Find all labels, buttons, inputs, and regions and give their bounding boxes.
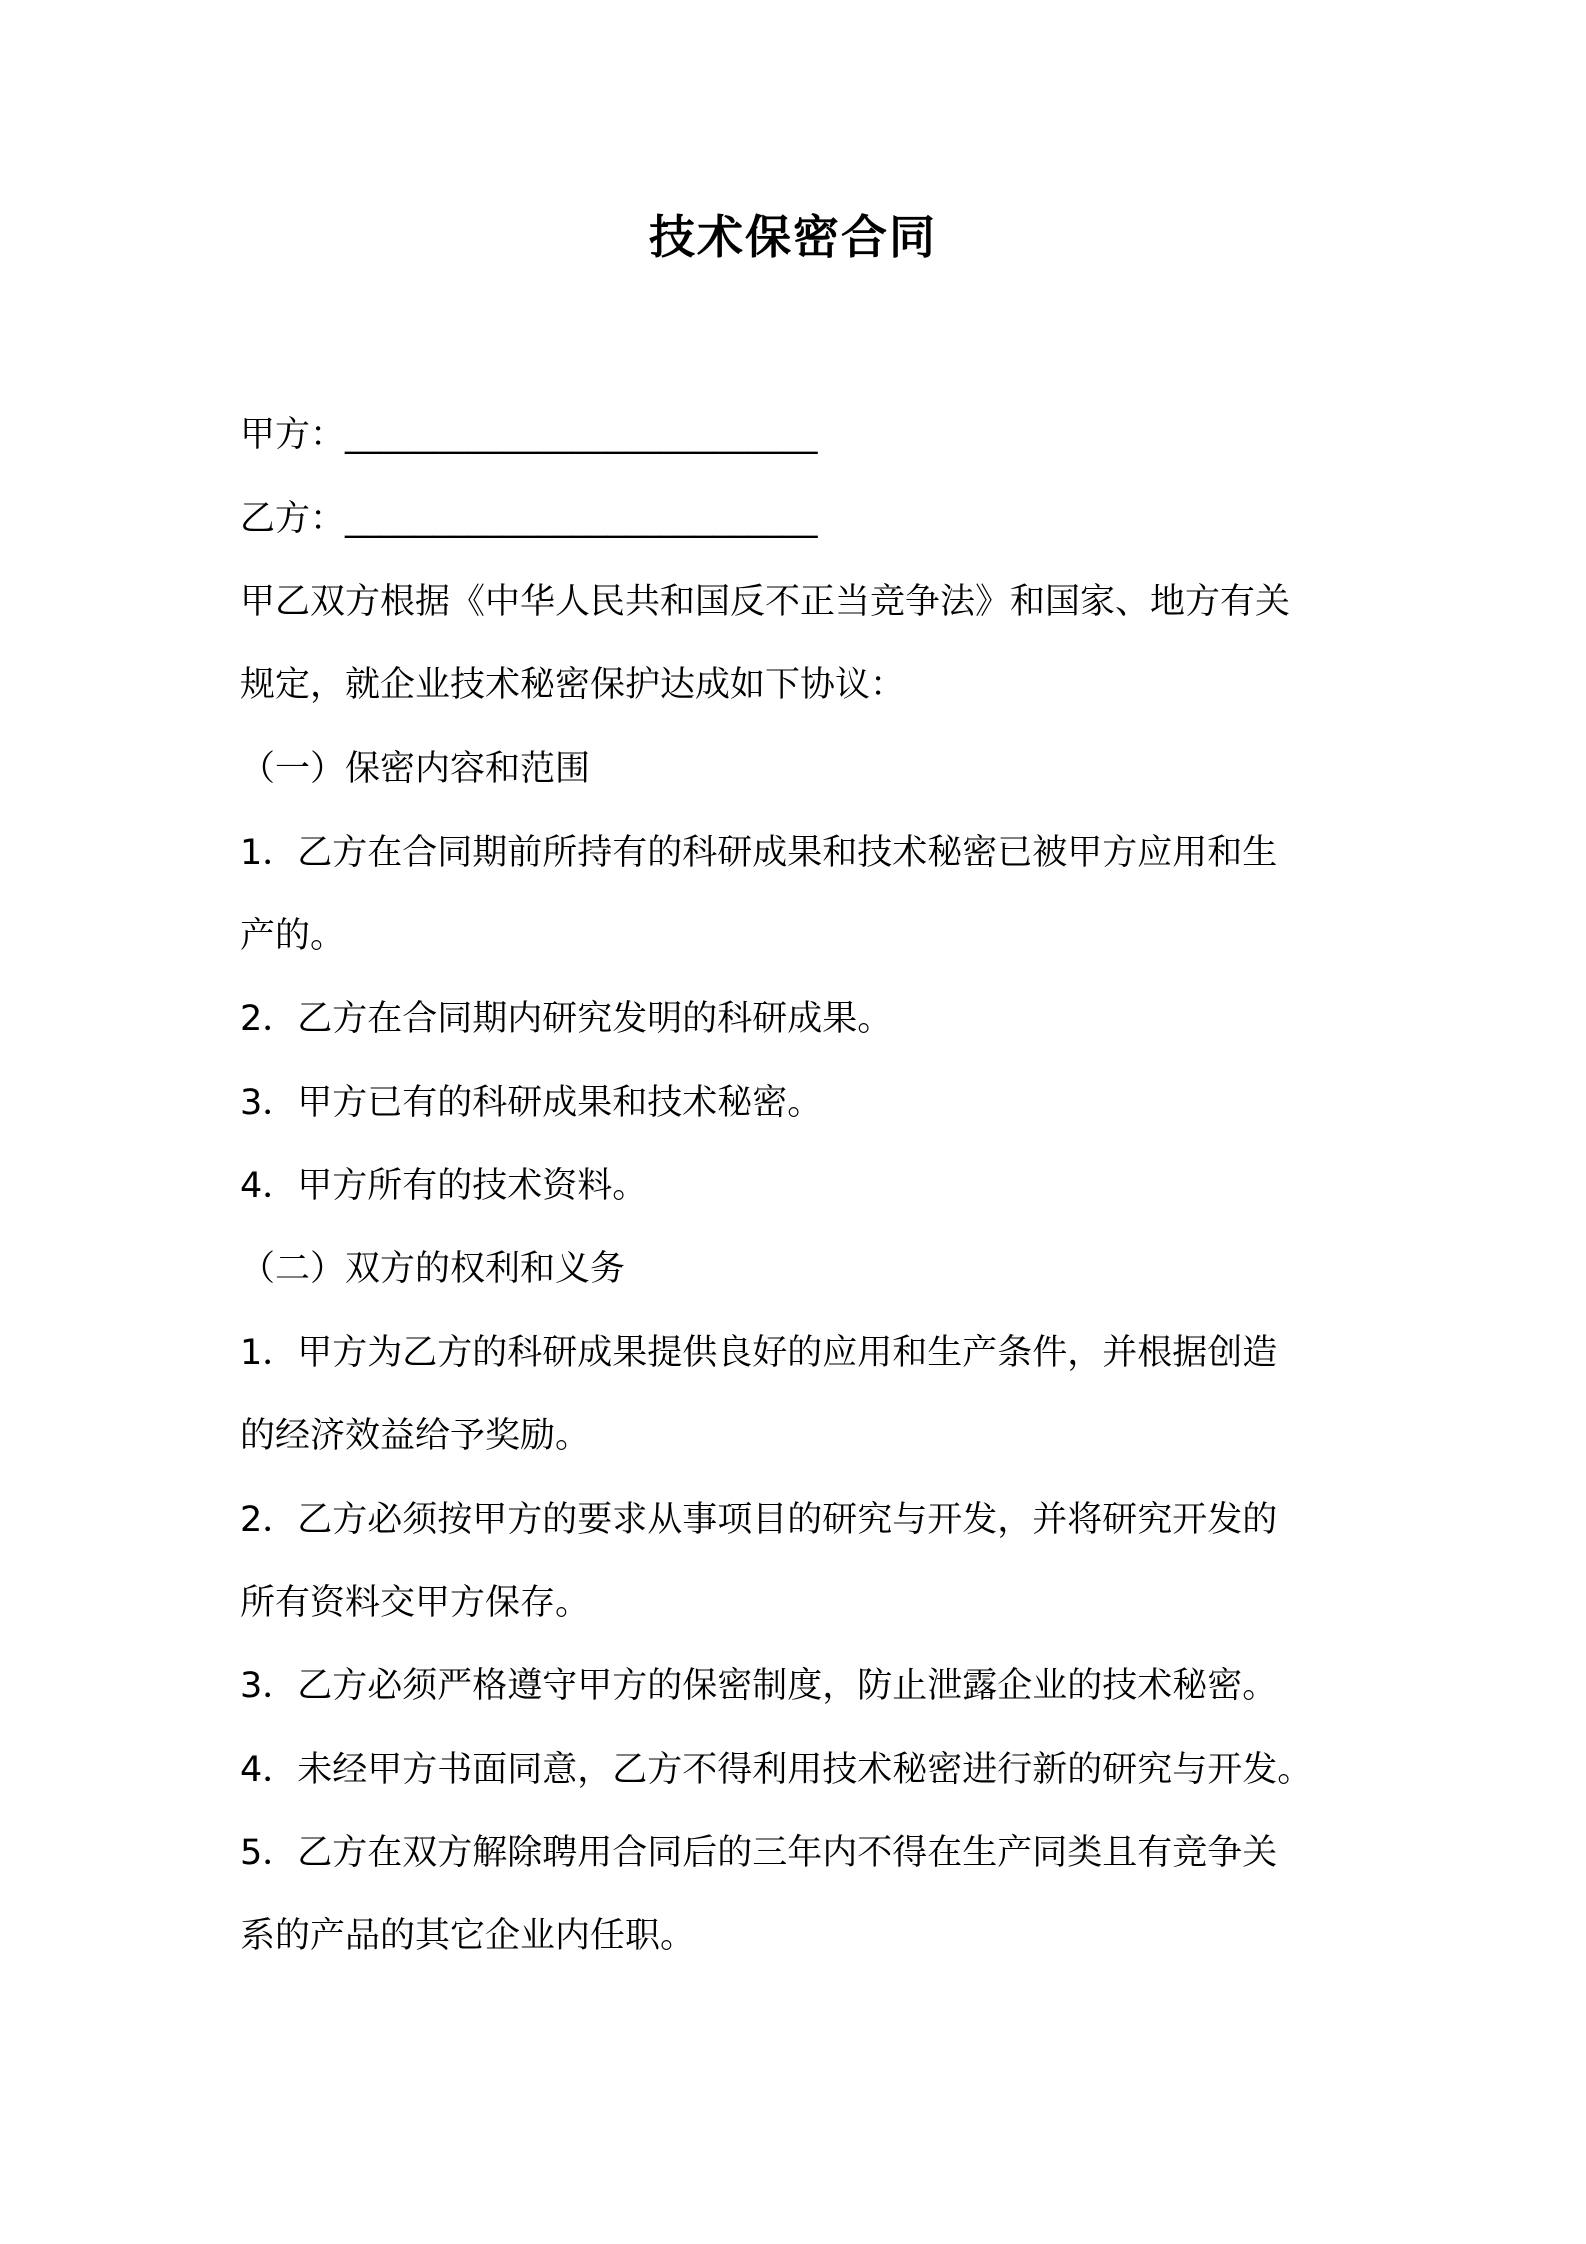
- rights-item-2-line-2: 所有资料交甲方保存。: [240, 1583, 591, 1623]
- party-a-line: 甲方：___________________________: [240, 415, 818, 455]
- rights-item-5-line-1: 5．乙方在双方解除聘用合同后的三年内不得在生产同类且有竞争关: [240, 1833, 1278, 1873]
- rights-item-1-line-1: 1．甲方为乙方的科研成果提供良好的应用和生产条件，并根据创造: [240, 1333, 1278, 1373]
- intro-line-2: 规定，就企业技术秘密保护达成如下协议：: [240, 665, 906, 705]
- scope-item-1-line-2: 产的。: [240, 916, 346, 956]
- intro-line-1: 甲乙双方根据《中华人民共和国反不正当竞争法》和国家、地方有关: [240, 582, 1291, 622]
- scope-item-2: 2．乙方在合同期内研究发明的科研成果。: [240, 999, 893, 1039]
- document-title: 技术保密合同: [649, 210, 937, 264]
- section-heading-scope: （一）保密内容和范围: [240, 749, 591, 789]
- party-b-line: 乙方：___________________________: [240, 499, 818, 539]
- rights-item-1-line-2: 的经济效益给予奖励。: [240, 1416, 591, 1456]
- scope-item-3: 3．甲方已有的科研成果和技术秘密。: [240, 1083, 823, 1123]
- scope-item-4: 4．甲方所有的技术资料。: [240, 1166, 648, 1206]
- section-heading-rights: （二）双方的权利和义务: [240, 1249, 626, 1289]
- rights-item-3: 3．乙方必须严格遵守甲方的保密制度，防止泄露企业的技术秘密。: [240, 1666, 1278, 1706]
- rights-item-5-line-2: 系的产品的其它企业内任职。: [240, 1916, 696, 1956]
- rights-item-2-line-1: 2．乙方必须按甲方的要求从事项目的研究与开发，并将研究开发的: [240, 1500, 1278, 1540]
- rights-item-4: 4．未经甲方书面同意，乙方不得利用技术秘密进行新的研究与开发。: [240, 1750, 1313, 1790]
- scope-item-1-line-1: 1．乙方在合同期前所持有的科研成果和技术秘密已被甲方应用和生: [240, 833, 1278, 873]
